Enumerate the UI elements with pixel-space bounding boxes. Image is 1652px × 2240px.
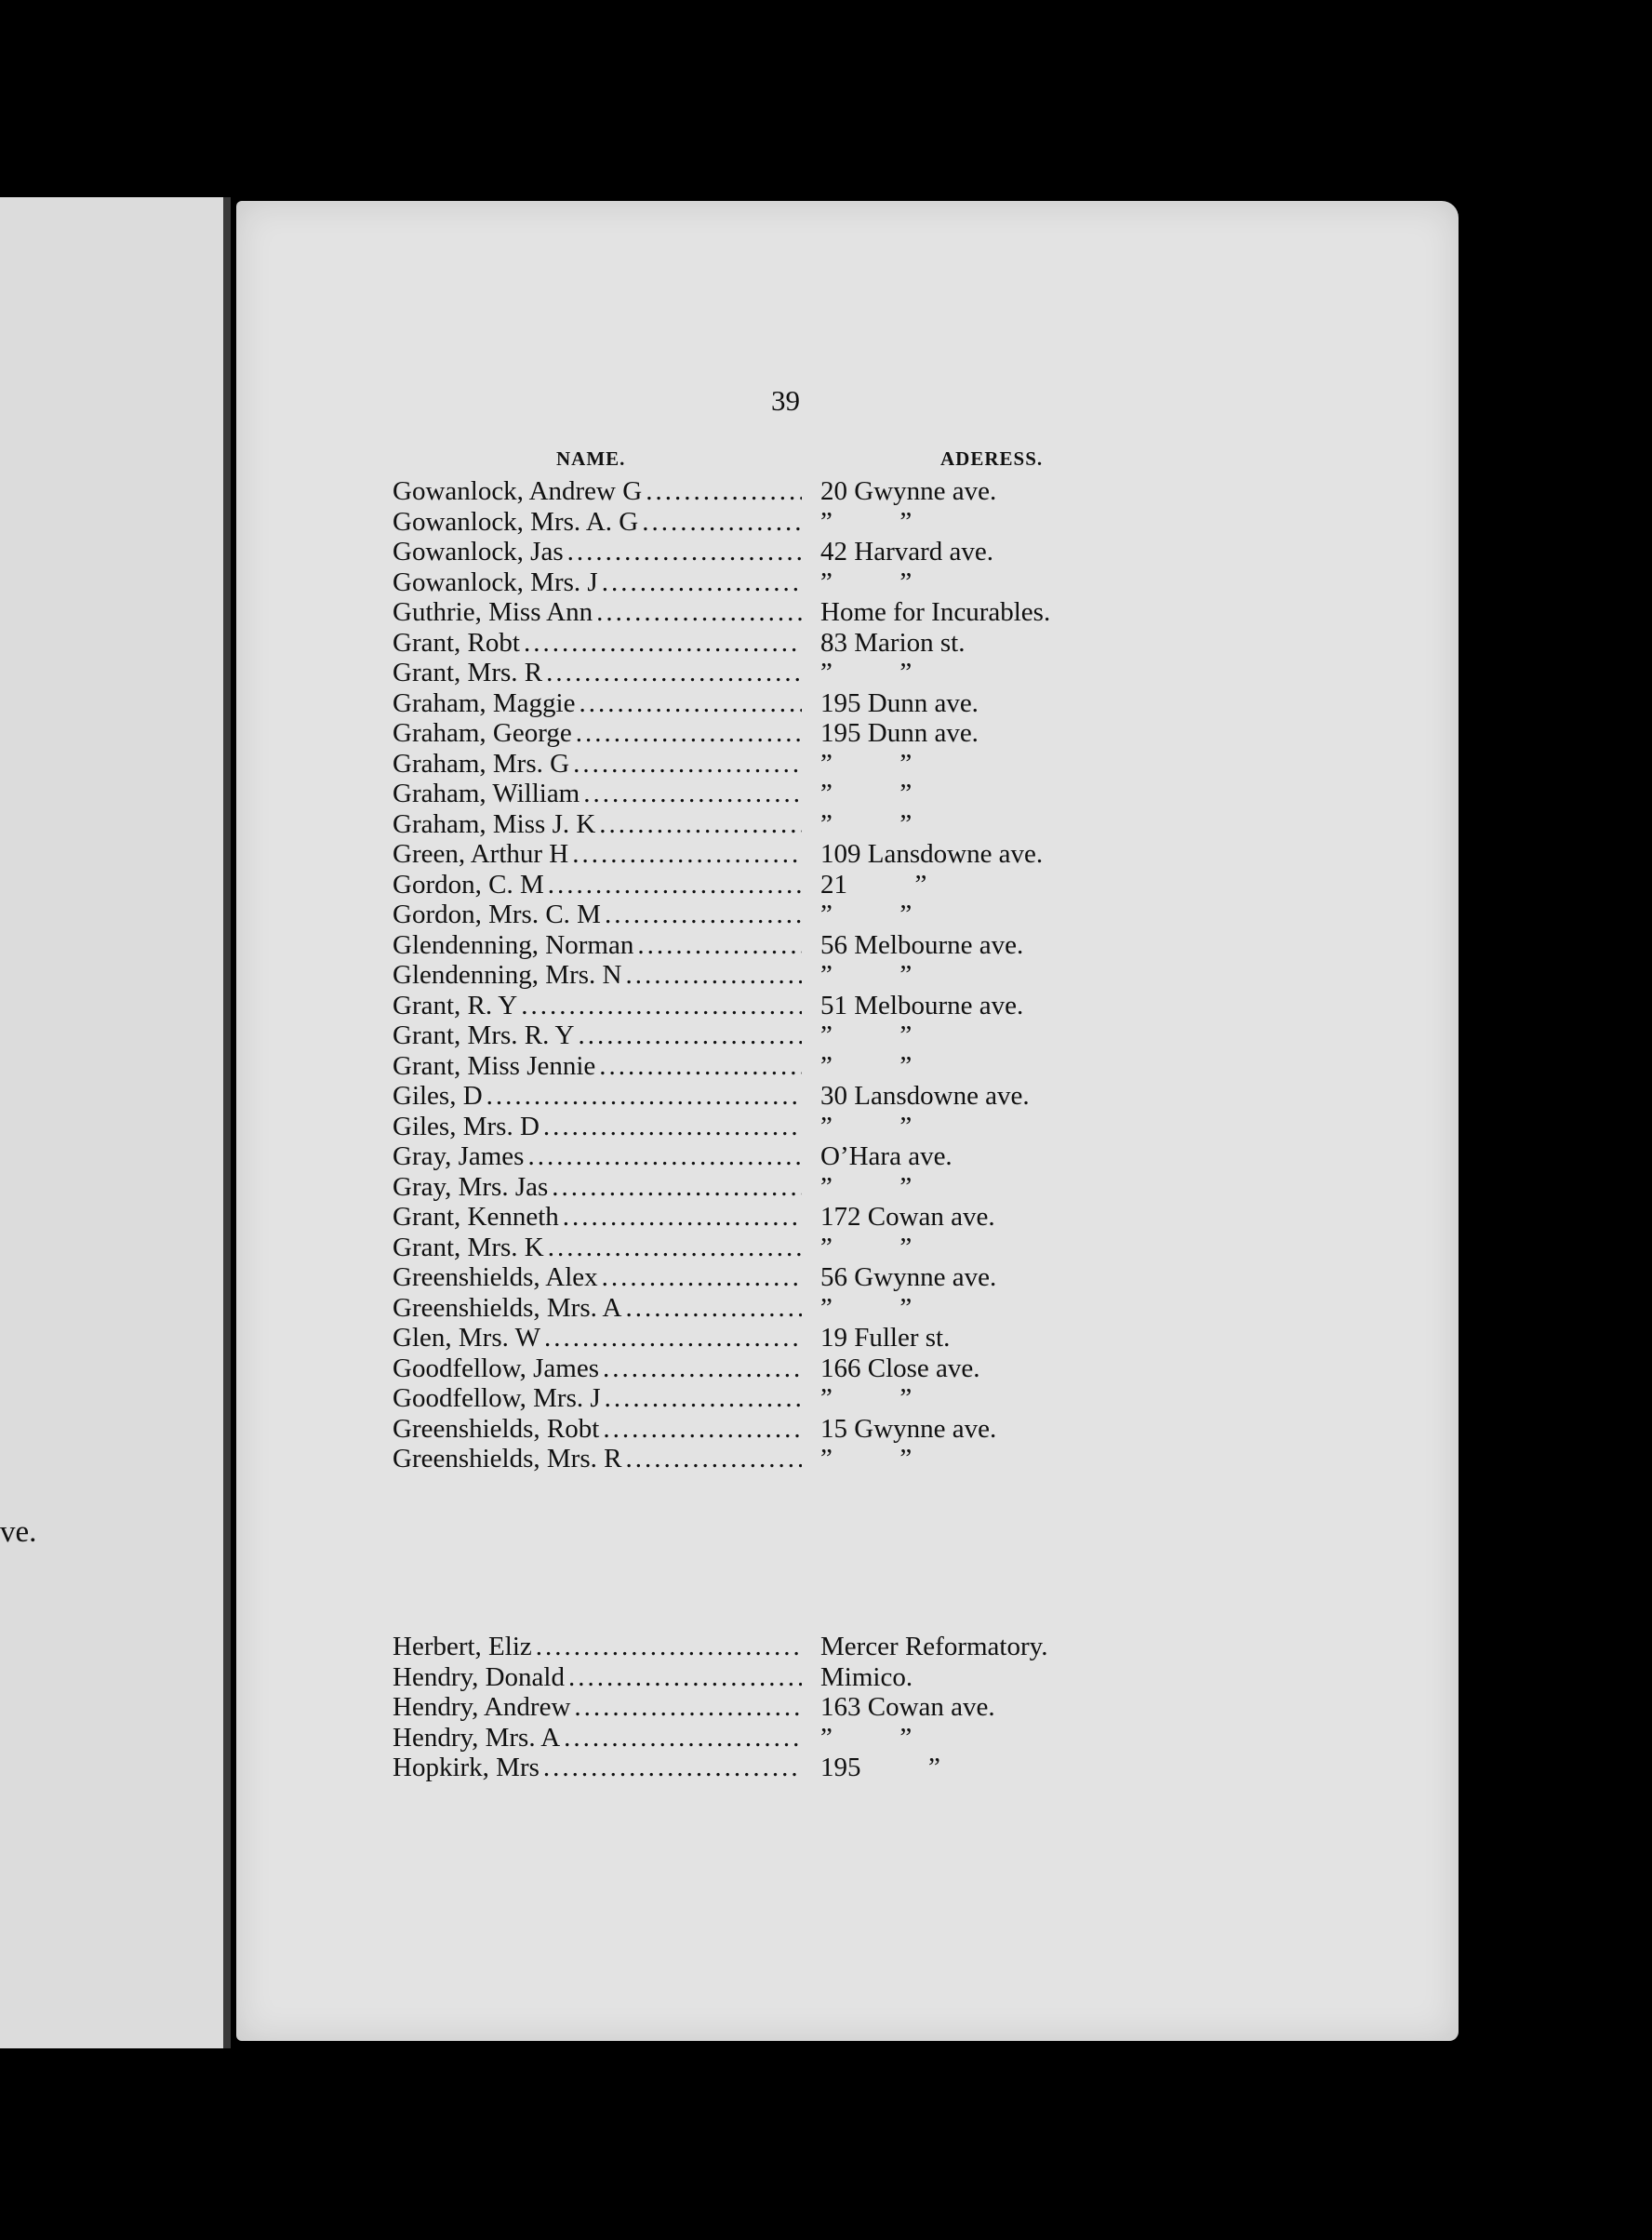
- dot-leader: [559, 1202, 802, 1233]
- dot-leader: [517, 991, 802, 1021]
- entry-name-cell: [393, 1020, 802, 1051]
- entry-name-cell: [393, 567, 802, 598]
- entry-name: Greenshields, Mrs. A: [393, 1292, 622, 1323]
- entry-name: Giles, D: [393, 1081, 483, 1111]
- entry-address: 21 ”: [820, 869, 927, 900]
- dot-leader: [544, 1233, 802, 1263]
- entry-name: Graham, Miss J. K: [393, 808, 596, 839]
- entry-address: ” ”: [820, 1111, 913, 1141]
- directory-entry: [393, 688, 1323, 719]
- entry-name: Gowanlock, Mrs. J: [393, 567, 598, 597]
- entry-name-cell: [393, 1632, 802, 1662]
- directory-entry: [393, 476, 1323, 507]
- entry-name: Gowanlock, Andrew G: [393, 476, 643, 506]
- directory-entry: [393, 718, 1323, 749]
- entry-address: 195 Dunn ave.: [820, 687, 979, 718]
- directory-entry: [393, 870, 1323, 900]
- directory-entry: [393, 779, 1323, 809]
- page-fold: [223, 197, 231, 2048]
- entry-name: Greenshields, Mrs. R: [393, 1444, 622, 1473]
- page-number: 39: [771, 384, 800, 417]
- directory-entry: [393, 658, 1323, 688]
- directory-entry: [393, 809, 1323, 840]
- dot-leader: [569, 749, 802, 780]
- entry-address: ” ”: [820, 1171, 913, 1202]
- entry-name-cell: [393, 476, 802, 507]
- entry-name: Gowanlock, Jas: [393, 537, 564, 567]
- entry-name: Gray, Mrs. Jas: [393, 1171, 549, 1202]
- entry-name-cell: [393, 1383, 802, 1414]
- entry-name: Hopkirk, Mrs: [393, 1753, 540, 1782]
- dot-leader: [542, 658, 802, 688]
- directory-entry: [393, 749, 1323, 780]
- dot-leader: [576, 688, 803, 719]
- entry-address: 83 Marion st.: [820, 627, 966, 658]
- dot-leader: [520, 628, 802, 659]
- entry-name-cell: [393, 1414, 802, 1445]
- entry-name: Glendenning, Norman: [393, 929, 634, 960]
- entry-name-cell: [393, 1323, 802, 1353]
- entry-name: Grant, Kenneth: [393, 1202, 559, 1232]
- entry-address: 15 Gwynne ave.: [820, 1413, 997, 1444]
- entry-address: ” ”: [820, 748, 913, 779]
- entry-name-cell: [393, 658, 802, 688]
- directory-entry: [393, 900, 1323, 930]
- entry-name: Graham, William: [393, 779, 580, 808]
- entry-name-cell: [393, 1051, 802, 1082]
- directory-entry: [393, 1753, 1323, 1783]
- directory-entry: [393, 1233, 1323, 1263]
- dot-leader: [621, 1293, 802, 1324]
- entry-address: ” ”: [820, 1383, 913, 1413]
- dot-leader: [601, 900, 802, 930]
- dot-leader: [601, 1383, 802, 1414]
- entry-address: 19 Fuller st.: [820, 1323, 951, 1353]
- entry-name-cell: [393, 1692, 802, 1723]
- entry-name: Gordon, C. M: [393, 869, 544, 900]
- dot-leader: [544, 870, 802, 900]
- entry-name-cell: [393, 870, 802, 900]
- entry-address: ” ”: [820, 567, 913, 597]
- entry-name-cell: [393, 537, 802, 567]
- entry-name: Herbert, Eliz: [393, 1632, 532, 1661]
- dot-leader: [548, 1172, 802, 1203]
- directory-entry: [393, 839, 1323, 870]
- entry-name-cell: [393, 1081, 802, 1112]
- dot-leader: [565, 1662, 802, 1693]
- entry-name-cell: [393, 1353, 802, 1384]
- directory-entry: [393, 628, 1323, 659]
- dot-leader: [574, 1020, 802, 1051]
- entry-name: Gray, James: [393, 1141, 525, 1171]
- entry-name: Gordon, Mrs. C. M: [393, 900, 601, 929]
- entry-name-cell: [393, 1444, 802, 1474]
- entry-name-cell: [393, 628, 802, 659]
- dot-leader: [580, 779, 802, 809]
- entry-address: 56 Melbourne ave.: [820, 929, 1024, 960]
- entry-name-cell: [393, 597, 802, 628]
- entry-address: Home for Incurables.: [820, 597, 1051, 627]
- entry-name-cell: [393, 839, 802, 870]
- entry-name-cell: [393, 718, 802, 749]
- entry-address: 163 Cowan ave.: [820, 1692, 995, 1722]
- entry-address: 30 Lansdowne ave.: [820, 1081, 1030, 1111]
- dot-leader: [633, 930, 802, 961]
- entry-name-cell: [393, 507, 802, 538]
- entry-address: ” ”: [820, 779, 913, 808]
- entry-address: ” ”: [820, 1232, 913, 1262]
- entry-address: 166 Close ave.: [820, 1353, 980, 1383]
- entry-name: Graham, Mrs. G: [393, 748, 570, 779]
- entry-name: Grant, Mrs. R. Y: [393, 1020, 575, 1050]
- directory-list-h: [393, 1632, 1323, 1783]
- entry-name-cell: [393, 1172, 802, 1203]
- directory-entry: [393, 1293, 1323, 1324]
- entry-name: Glendenning, Mrs. N: [393, 960, 622, 990]
- entry-name: Grant, Mrs. R: [393, 658, 543, 687]
- dot-leader: [532, 1632, 802, 1662]
- directory-entry: [393, 537, 1323, 567]
- entry-name: Hendry, Donald: [393, 1661, 565, 1692]
- entry-address: ” ”: [820, 1722, 913, 1753]
- entry-address: 56 Gwynne ave.: [820, 1262, 997, 1292]
- directory-entry: [393, 1262, 1323, 1293]
- entry-name: Hendry, Mrs. A: [393, 1722, 561, 1753]
- entry-name-cell: [393, 1112, 802, 1142]
- name-column-header: NAME.: [556, 447, 626, 470]
- entry-name: Grant, Robt: [393, 627, 520, 658]
- entry-name-cell: [393, 1293, 802, 1324]
- entry-name-cell: [393, 809, 802, 840]
- directory-entry: [393, 1414, 1323, 1445]
- directory-page: [236, 201, 1459, 2041]
- entry-name-cell: [393, 930, 802, 961]
- directory-entry: [393, 1112, 1323, 1142]
- entry-address: O’Hara ave.: [820, 1141, 953, 1171]
- entry-address: Mercer Reformatory.: [820, 1632, 1048, 1661]
- directory-entry: [393, 597, 1323, 628]
- entry-name: Hendry, Andrew: [393, 1692, 571, 1722]
- entry-name-cell: [393, 1662, 802, 1693]
- entry-name: Grant, R. Y: [393, 990, 518, 1020]
- dot-leader: [540, 1323, 802, 1353]
- entry-name: Greenshields, Alex: [393, 1262, 598, 1292]
- entry-address: ” ”: [820, 960, 913, 990]
- directory-entry: [393, 507, 1323, 538]
- directory-entry: [393, 567, 1323, 598]
- entry-address: 195 ”: [820, 1753, 940, 1782]
- entry-name: Goodfellow, James: [393, 1353, 600, 1383]
- address-column-header: ADERESS.: [940, 447, 1044, 470]
- directory-entry: [393, 930, 1323, 961]
- entry-address: 51 Melbourne ave.: [820, 990, 1024, 1020]
- directory-entry: [393, 1662, 1323, 1693]
- directory-entry: [393, 1723, 1323, 1753]
- entry-address: 172 Cowan ave.: [820, 1202, 995, 1232]
- directory-list-g: [393, 476, 1323, 1474]
- directory-entry: [393, 1632, 1323, 1662]
- directory-entry: [393, 1172, 1323, 1203]
- directory-entry: [393, 1081, 1323, 1112]
- directory-entry: [393, 1141, 1323, 1172]
- directory-entry: [393, 960, 1323, 991]
- dot-leader: [638, 507, 802, 538]
- entry-address: ” ”: [820, 506, 913, 537]
- entry-name-cell: [393, 749, 802, 780]
- dot-leader: [595, 1051, 802, 1082]
- entry-name: Glen, Mrs. W: [393, 1323, 540, 1353]
- dot-leader: [595, 809, 802, 840]
- dot-leader: [568, 839, 802, 870]
- dot-leader: [524, 1141, 802, 1172]
- entry-name: Gowanlock, Mrs. A. G: [393, 506, 639, 537]
- directory-entry: [393, 1051, 1323, 1082]
- directory-entry: [393, 1692, 1323, 1723]
- entry-name-cell: [393, 1262, 802, 1293]
- entry-address: ” ”: [820, 1444, 913, 1473]
- entry-name-cell: [393, 991, 802, 1021]
- entry-name: Greenshields, Robt: [393, 1413, 600, 1444]
- entry-name: Guthrie, Miss Ann: [393, 597, 593, 627]
- left-page-fragment: [0, 197, 231, 2048]
- entry-name-cell: [393, 960, 802, 991]
- left-page-stub-text: ve.: [0, 1515, 37, 1549]
- entry-name-cell: [393, 1753, 802, 1783]
- dot-leader: [598, 1262, 802, 1293]
- entry-address: ” ”: [820, 900, 913, 929]
- directory-entry: [393, 1444, 1323, 1474]
- dot-leader: [599, 1414, 802, 1445]
- directory-entry: [393, 1383, 1323, 1414]
- dot-leader: [621, 960, 802, 991]
- entry-name: Grant, Miss Jennie: [393, 1050, 596, 1081]
- entry-name-cell: [393, 688, 802, 719]
- entry-name: Grant, Mrs. K: [393, 1232, 544, 1262]
- entry-name: Giles, Mrs. D: [393, 1111, 540, 1141]
- dot-leader: [642, 476, 802, 507]
- directory-entry: [393, 1202, 1323, 1233]
- entry-address: ” ”: [820, 1050, 913, 1081]
- directory-entry: [393, 1323, 1323, 1353]
- entry-name: Graham, George: [393, 718, 572, 748]
- directory-entry: [393, 1353, 1323, 1384]
- entry-address: 42 Harvard ave.: [820, 537, 993, 567]
- entry-name: Green, Arthur H: [393, 839, 569, 869]
- entry-address: Mimico.: [820, 1661, 913, 1692]
- entry-name-cell: [393, 1141, 802, 1172]
- directory-entry: [393, 1020, 1323, 1051]
- entry-address: ” ”: [820, 1020, 913, 1050]
- entry-address: ” ”: [820, 1292, 913, 1323]
- entry-name-cell: [393, 779, 802, 809]
- entry-name-cell: [393, 1202, 802, 1233]
- entry-address: 109 Lansdowne ave.: [820, 839, 1044, 869]
- dot-leader: [560, 1723, 802, 1753]
- entry-name-cell: [393, 900, 802, 930]
- entry-name: Graham, Maggie: [393, 687, 576, 718]
- entry-name-cell: [393, 1233, 802, 1263]
- entry-name: Goodfellow, Mrs. J: [393, 1383, 601, 1413]
- dot-leader: [564, 537, 802, 567]
- entry-address: 195 Dunn ave.: [820, 718, 979, 748]
- dot-leader: [570, 1692, 802, 1723]
- dot-leader: [540, 1112, 802, 1142]
- entry-address: ” ”: [820, 808, 913, 839]
- dot-leader: [621, 1444, 802, 1474]
- entry-address: ” ”: [820, 658, 913, 687]
- dot-leader: [593, 597, 802, 628]
- dot-leader: [598, 567, 802, 598]
- directory-entry: [393, 991, 1323, 1021]
- dot-leader: [540, 1753, 802, 1783]
- dot-leader: [572, 718, 802, 749]
- dot-leader: [483, 1081, 802, 1112]
- entry-address: 20 Gwynne ave.: [820, 476, 997, 506]
- entry-name-cell: [393, 1723, 802, 1753]
- dot-leader: [599, 1353, 802, 1384]
